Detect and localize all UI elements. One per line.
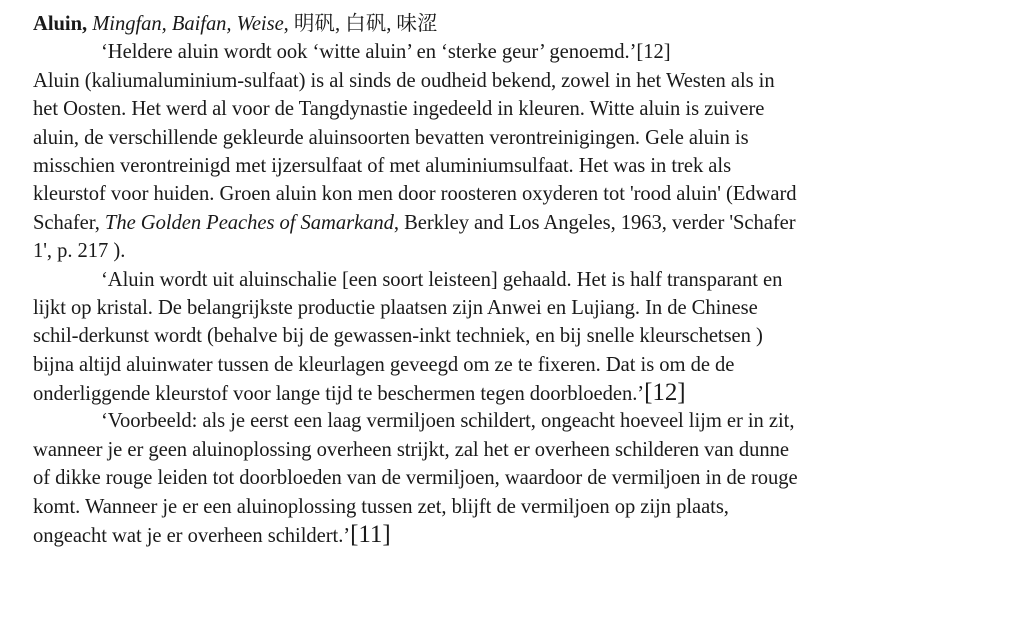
reference-marker: [11] xyxy=(350,521,391,549)
quote-1-line: ‘Heldere aluin wordt ook ‘witte aluin’ en ‘sterke geur’ genoemd.’[12] xyxy=(101,41,671,64)
paragraph-1-line-6 xyxy=(33,209,1018,237)
entry-chinese: , 明矾, 白矾, 味涩 xyxy=(283,13,438,35)
quote-2-line-5 xyxy=(33,379,1018,407)
quote-2-line-4: bijna altijd aluinwater tussen de kleurlagen geveegd om ze te fixeren. Dat is om de de xyxy=(33,353,735,376)
paragraph-1-line-3: aluin, de verschillende gekleurde aluinsoorten bevatten verontreinigingen. Gele aluin is xyxy=(33,126,749,149)
quote-3-line-2: wanneer je er geen aluinoplossing overheen strijkt, zal het er overheen schilderen van dunne xyxy=(33,438,789,461)
quote-3-line-3: of dikke rouge leiden tot doorbloeden van de vermiljoen, waardoor de vermiljoen in de rouge xyxy=(33,467,798,490)
quote-2-line-3: schil-derkunst wordt (behalve bij de gewassen-inkt techniek, en bij snelle kleurschetsen ) xyxy=(33,325,763,348)
entry-synonyms: Mingfan, Baifan, Weise xyxy=(92,13,284,35)
quote-3-line-1: ‘Voorbeeld: als je eerst een laag vermiljoen schildert, ongeacht hoeveel lijm er in zit, xyxy=(101,410,795,433)
document-page xyxy=(33,10,1018,549)
paragraph-1-line-1: Aluin (kaliumaluminium-sulfaat) is al sinds de oudheid bekend, zowel in het Westen als in xyxy=(33,69,775,92)
paragraph-1-line-2: het Oosten. Het werd al voor de Tangdynastie ingedeeld in kleuren. Witte aluin is zuivere xyxy=(33,98,765,121)
quote-2-line-1: ‘Aluin wordt uit aluinschalie [een soort leisteen] gehaald. Het is half transparant en xyxy=(101,268,783,291)
paragraph-1-line-7: 1', p. 217 ). xyxy=(33,240,126,263)
book-title: The Golden Peaches of Samarkand xyxy=(104,211,394,234)
entry-term: Aluin, xyxy=(33,13,88,35)
quote-3-line-5-text: ongeacht wat je er overheen schildert.’ xyxy=(33,525,351,548)
citation-prefix: Schafer, xyxy=(33,211,105,234)
quote-2-line-5-text: onderliggende kleurstof voor lange tijd te beschermen tegen doorbloeden.’ xyxy=(33,383,645,406)
reference-marker: [12] xyxy=(644,379,686,407)
quote-3-line-4: komt. Wanneer je er een aluinoplossing tussen zet, blijft de vermiljoen op zijn plaats, xyxy=(33,495,729,518)
paragraph-1-line-5: kleurstof voor huiden. Groen aluin kon men door roosteren oxyderen tot 'rood aluin' (Edward xyxy=(33,183,797,206)
quote-2-line-2: lijkt op kristal. De belangrijkste productie plaatsen zijn Anwei en Lujiang. In de Chinese xyxy=(33,296,758,319)
quote-3-line-5 xyxy=(33,521,1018,549)
citation-suffix: , Berkley and Los Angeles, 1963, verder 'Schafer xyxy=(393,211,796,234)
paragraph-1-line-4: misschien verontreinigd met ijzersulfaat of met aluminiumsulfaat. Het was in trek als xyxy=(33,154,732,177)
entry-heading xyxy=(33,10,1018,38)
